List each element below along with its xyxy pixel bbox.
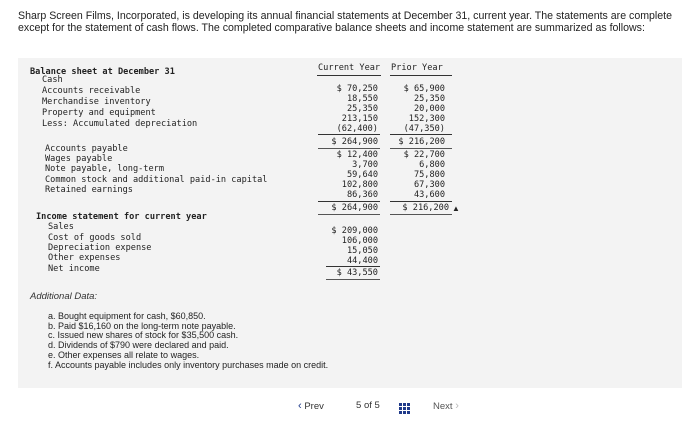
asset-current-accum-dep: (62,400) xyxy=(336,124,378,134)
income-current-sales: $ 209,000 xyxy=(331,226,378,236)
page-current: 5 xyxy=(356,400,362,411)
income-current-net: $ 43,550 xyxy=(336,268,378,278)
asset-prior-ppe: 152,300 xyxy=(408,114,445,124)
total-le-current: $ 264,900 xyxy=(331,203,378,213)
additional-data-title: Additional Data: xyxy=(30,291,98,302)
liab-label-note: Note payable, long-term xyxy=(45,164,164,174)
financial-statements-panel xyxy=(18,58,682,388)
liab-prior-ap: $ 22,700 xyxy=(403,150,445,160)
page-total: of 5 xyxy=(363,400,380,411)
asset-label-cash: Cash xyxy=(42,75,63,85)
liab-prior-note: 75,800 xyxy=(413,170,445,180)
asset-label-ar: Accounts receivable xyxy=(42,86,141,96)
liab-label-wages: Wages payable xyxy=(45,154,113,164)
asset-prior-ar: 25,350 xyxy=(413,94,445,104)
header-prior-underline xyxy=(390,75,452,76)
income-statement-title: Income statement for current year xyxy=(36,212,207,222)
asset-current-ar: 18,550 xyxy=(346,94,378,104)
header-prior-year: Prior Year xyxy=(391,63,443,73)
liab-current-note: 59,640 xyxy=(346,170,378,180)
equity-label-common-stock: Common stock and additional paid-in capital xyxy=(45,175,268,185)
header-current-year: Current Year xyxy=(318,63,381,73)
liab-prior-wages: 6,800 xyxy=(419,160,445,170)
asset-label-accum-dep: Less: Accumulated depreciation xyxy=(42,119,198,129)
assets-current-rule xyxy=(318,134,380,135)
next-button[interactable] xyxy=(433,400,459,412)
income-current-depreciation: 15,050 xyxy=(346,246,378,256)
total-le-prior-rule xyxy=(390,214,452,215)
income-label-net: Net income xyxy=(48,264,100,274)
total-le-current-rule xyxy=(318,214,380,215)
net-income-rule xyxy=(326,279,380,280)
additional-item-e: e. Other expenses all relate to wages. xyxy=(48,350,200,360)
balance-sheet-title: Balance sheet at December 31 xyxy=(30,67,175,77)
asset-current-cash: $ 70,250 xyxy=(336,84,378,94)
chevron-right-icon: › xyxy=(455,400,459,412)
grid-view-icon[interactable] xyxy=(399,403,410,414)
problem-intro: Sharp Screen Films, Incorporated, is developing its annual financial statements at December 31, current year. The statements are complete except for the statement of cash flows. The completed comparative balance sheets and income statement are summarized as follows: xyxy=(18,10,673,34)
additional-item-a: a. Bought equipment for cash, $60,850. xyxy=(48,311,206,321)
equity-current-common-stock: 102,800 xyxy=(341,180,378,190)
equity-label-retained: Retained earnings xyxy=(45,185,133,195)
income-label-other: Other expenses xyxy=(48,253,121,263)
total-assets-prior-rule xyxy=(390,148,452,149)
liab-current-wages: 3,700 xyxy=(352,160,378,170)
asset-prior-accum-dep: (47,350) xyxy=(403,124,445,134)
asset-prior-cash: $ 65,900 xyxy=(403,84,445,94)
income-label-cogs: Cost of goods sold xyxy=(48,233,142,243)
asset-prior-inventory: 20,000 xyxy=(413,104,445,114)
income-label-depreciation: Depreciation expense xyxy=(48,243,152,253)
le-prior-rule xyxy=(390,201,452,202)
header-current-underline xyxy=(317,75,381,76)
prev-button[interactable] xyxy=(298,400,324,412)
total-assets-current-rule xyxy=(318,148,380,149)
equity-prior-common-stock: 67,300 xyxy=(413,180,445,190)
additional-item-f: f. Accounts payable includes only inventory purchases made on credit. xyxy=(48,360,329,370)
asset-current-ppe: 213,150 xyxy=(341,114,378,124)
prev-label: Prev xyxy=(304,401,324,412)
income-label-sales: Sales xyxy=(48,222,74,232)
assets-prior-rule xyxy=(390,134,452,135)
chevron-left-icon: ‹ xyxy=(298,400,302,412)
le-current-rule xyxy=(318,201,380,202)
cursor-icon: ▲ xyxy=(452,204,460,213)
liab-current-ap: $ 12,400 xyxy=(336,150,378,160)
total-assets-current: $ 264,900 xyxy=(331,137,378,147)
additional-item-b: b. Paid $16,160 on the long-term note payable. xyxy=(48,321,236,331)
income-rule xyxy=(326,266,380,267)
income-current-other: 44,400 xyxy=(346,256,378,266)
page-indicator xyxy=(356,400,380,411)
total-assets-prior: $ 216,200 xyxy=(398,137,445,147)
asset-current-inventory: 25,350 xyxy=(346,104,378,114)
asset-label-ppe: Property and equipment xyxy=(42,108,156,118)
next-label: Next xyxy=(433,401,453,412)
additional-item-c: c. Issued new shares of stock for $35,500 cash. xyxy=(48,330,239,340)
income-current-cogs: 106,000 xyxy=(341,236,378,246)
asset-label-inventory: Merchandise inventory xyxy=(42,97,151,107)
liab-label-ap: Accounts payable xyxy=(45,144,128,154)
total-le-prior: $ 216,200 xyxy=(402,203,449,213)
additional-item-d: d. Dividends of $790 were declared and paid. xyxy=(48,340,229,350)
equity-current-retained: 86,360 xyxy=(346,190,378,200)
equity-prior-retained: 43,600 xyxy=(413,190,445,200)
